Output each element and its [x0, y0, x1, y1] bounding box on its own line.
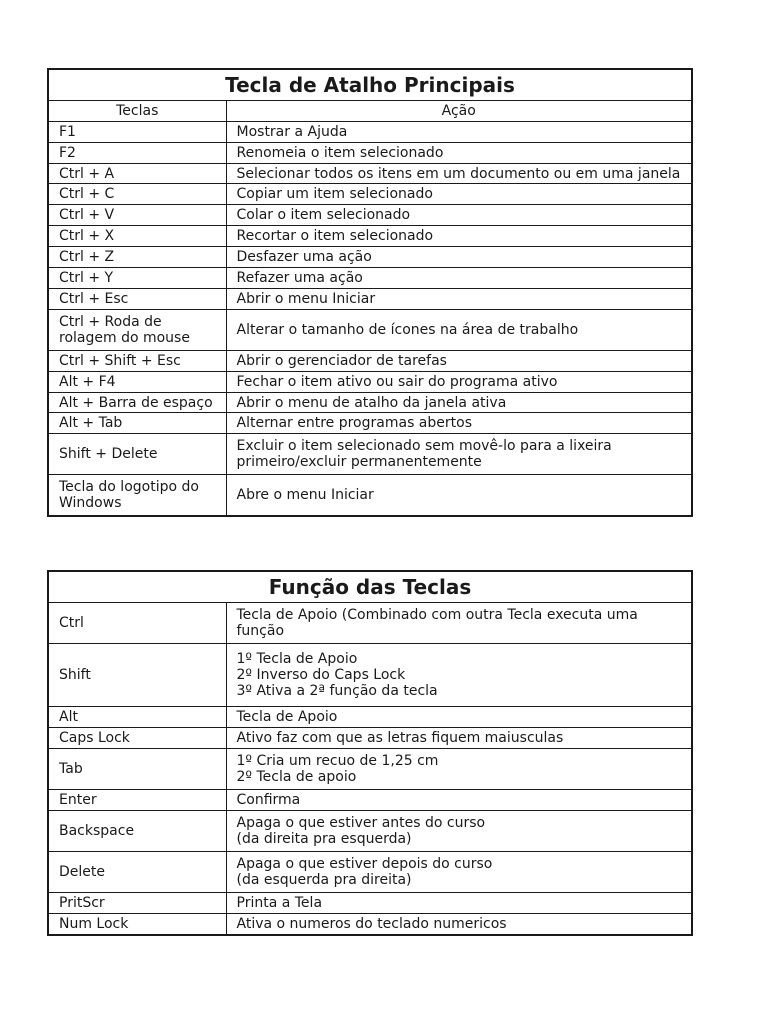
key-cell: Shift [48, 644, 226, 707]
table-row [48, 644, 692, 707]
shortcuts-table-title: Tecla de Atalho Principais [48, 69, 692, 101]
table-row [48, 707, 692, 728]
table-row [48, 122, 692, 143]
key-cell: Ctrl + Esc [48, 289, 226, 310]
key-functions-table [47, 570, 693, 936]
key-cell: Ctrl + C [48, 184, 226, 205]
table-row [48, 268, 692, 289]
function-cell: Tecla de Apoio (Combinado com outra Tecla executa uma função [226, 603, 692, 644]
table-row [48, 749, 692, 790]
function-cell: 1º Cria um recuo de 1,25 cm 2º Tecla de apoio [226, 749, 692, 790]
key-cell: Alt [48, 707, 226, 728]
function-cell: Tecla de Apoio [226, 707, 692, 728]
action-cell: Abrir o menu de atalho da janela ativa [226, 393, 692, 413]
action-cell: Refazer uma ação [226, 268, 692, 289]
action-cell: Excluir o item selecionado sem movê-lo para a lixeira primeiro/excluir permanentemente [226, 434, 692, 475]
key-cell: F1 [48, 122, 226, 143]
key-cell: Ctrl + A [48, 164, 226, 184]
table-row [48, 914, 692, 936]
key-cell: Tab [48, 749, 226, 790]
key-cell: Delete [48, 852, 226, 893]
key-cell: Ctrl + Y [48, 268, 226, 289]
column-header-keys: Teclas [48, 101, 226, 122]
key-cell: Backspace [48, 811, 226, 852]
key-cell: Tecla do logotipo do Windows [48, 475, 226, 517]
action-cell: Alternar entre programas abertos [226, 413, 692, 434]
action-cell: Mostrar a Ajuda [226, 122, 692, 143]
key-cell: Caps Lock [48, 728, 226, 749]
table-row [48, 434, 692, 475]
table-row [48, 790, 692, 811]
table-row [48, 475, 692, 517]
action-cell: Renomeia o item selecionado [226, 143, 692, 164]
action-cell: Abrir o gerenciador de tarefas [226, 351, 692, 372]
key-cell: Ctrl + X [48, 226, 226, 247]
action-cell: Colar o item selecionado [226, 205, 692, 226]
table-row [48, 205, 692, 226]
key-cell: Alt + F4 [48, 372, 226, 393]
action-cell: Alterar o tamanho de ícones na área de trabalho [226, 310, 692, 351]
action-cell: Recortar o item selecionado [226, 226, 692, 247]
function-cell: Printa a Tela [226, 893, 692, 914]
function-cell: Apaga o que estiver antes do curso (da direita pra esquerda) [226, 811, 692, 852]
key-cell: Ctrl + Shift + Esc [48, 351, 226, 372]
key-cell: Alt + Barra de espaço [48, 393, 226, 413]
table-row [48, 351, 692, 372]
table-row [48, 310, 692, 351]
table-row [48, 811, 692, 852]
table-row [48, 413, 692, 434]
action-cell: Abrir o menu Iniciar [226, 289, 692, 310]
key-cell: Num Lock [48, 914, 226, 936]
action-cell: Fechar o item ativo ou sair do programa ativo [226, 372, 692, 393]
action-cell: Abre o menu Iniciar [226, 475, 692, 517]
key-cell: F2 [48, 143, 226, 164]
table-row [48, 226, 692, 247]
function-cell: Ativo faz com que as letras fiquem maiusculas [226, 728, 692, 749]
shortcuts-table [47, 68, 693, 517]
table-row [48, 393, 692, 413]
function-cell: Confirma [226, 790, 692, 811]
key-cell: Ctrl [48, 603, 226, 644]
table-row [48, 852, 692, 893]
key-functions-table-title: Função das Teclas [48, 571, 692, 603]
key-cell: Shift + Delete [48, 434, 226, 475]
table-row [48, 372, 692, 393]
action-cell: Desfazer uma ação [226, 247, 692, 268]
column-header-action: Ação [226, 101, 692, 122]
key-cell: Ctrl + Roda de rolagem do mouse [48, 310, 226, 351]
key-cell: Enter [48, 790, 226, 811]
key-cell: Ctrl + V [48, 205, 226, 226]
action-cell: Copiar um item selecionado [226, 184, 692, 205]
key-cell: Alt + Tab [48, 413, 226, 434]
table-row [48, 184, 692, 205]
function-cell: 1º Tecla de Apoio 2º Inverso do Caps Lock 3º Ativa a 2ª função da tecla [226, 644, 692, 707]
key-cell: PritScr [48, 893, 226, 914]
table-row [48, 247, 692, 268]
table-row [48, 728, 692, 749]
table-row [48, 289, 692, 310]
table-row [48, 164, 692, 184]
table-row [48, 143, 692, 164]
action-cell: Selecionar todos os itens em um documento ou em uma janela [226, 164, 692, 184]
table-row [48, 603, 692, 644]
table-row [48, 893, 692, 914]
key-cell: Ctrl + Z [48, 247, 226, 268]
function-cell: Apaga o que estiver depois do curso (da esquerda pra direita) [226, 852, 692, 893]
function-cell: Ativa o numeros do teclado numericos [226, 914, 692, 936]
